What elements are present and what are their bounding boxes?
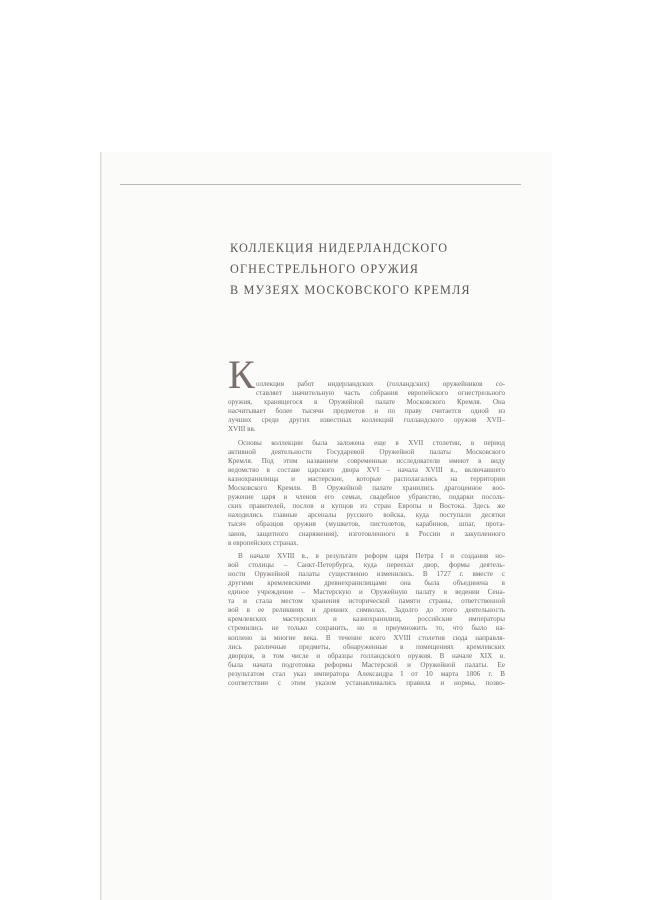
body-text (228, 380, 505, 692)
text-line: та и стала местом хранения исторической памяти страны, ответственной (228, 597, 505, 606)
text-line: лучших среди других известных коллекций голландского оружия XVII– (228, 416, 505, 425)
text-line: ставляет значительную часть собрания европейского огнестрельного (256, 389, 505, 398)
text-line: кремлевских мастерских и казнохранилищ, российские императоры (228, 615, 505, 624)
text-line: была начата подготовка реформы Мастерской и Оружейной палаты. Ее (228, 660, 505, 669)
text-line: другими кремлевскими древнехранилищами она была объединена в (228, 578, 505, 587)
text-line: ности Оружейной палаты существенно изменились. В 1727 г. вместе с (228, 569, 505, 578)
text-line: занов, защитного снаряжения), изготовленного в России и закупленного (228, 529, 505, 538)
text-line: результатом стал указ императора Александра I от 10 марта 1806 г. В (228, 669, 505, 678)
text-line: Основы коллекции была заложена еще в XVII столетии, в период (238, 438, 505, 447)
text-line: ских правителей, послов и купцов из стран Европы и Востока. Здесь же (228, 502, 505, 511)
chapter-title-line-3: В МУЗЕЯХ МОСКОВСКОГО КРЕМЛЯ (230, 283, 471, 297)
text-line: в европейских странах. (228, 538, 299, 547)
text-line: оллекция работ нидерландских (голландских) оружейников со- (256, 380, 505, 388)
text-line: активной деятельности Государевой Оружейной палаты Московского (228, 447, 505, 456)
paragraph-2 (228, 439, 505, 548)
text-line: В начале XVIII в., в результате реформ царя Петра I и создания но- (238, 551, 505, 560)
chapter-title-line-1: КОЛЛЕКЦИЯ НИДЕРЛАНДСКОГО (230, 241, 449, 255)
drop-cap-letter: К (228, 352, 255, 397)
text-line: соответствии с этим указом устанавливались правила и нормы, позво- (228, 679, 505, 687)
text-line: оружия, хранящегося в Оружейной палате Московского Кремля. Она (228, 398, 505, 407)
chapter-title (230, 238, 530, 301)
text-line: вой столицы – Санкт-Петербурга, куда переехал двор, формы деятель- (228, 560, 505, 569)
text-line: вой в ее реликвиях и древних символах. Задолго до этого деятельность (228, 606, 505, 615)
book-page (100, 152, 552, 900)
text-line: тысяч образцов оружия (мушкетов, пистолетов, карабинов, шпаг, прота- (228, 520, 505, 529)
header-rule (120, 184, 521, 185)
page-edge-shadow (100, 152, 102, 900)
chapter-title-line-2: ОГНЕСТРЕЛЬНОГО ОРУЖИЯ (230, 262, 420, 276)
text-line: насчитывает более тысячи предметов и по праву считается одной из (228, 407, 505, 416)
text-line: единое учреждение – Мастерскую и Оружейную палату в ведении Сена- (228, 588, 505, 597)
text-line: XVIII вв. (228, 425, 256, 434)
text-line: ведомство в составе царского двора XVI – начала XVIII в., включавшего (228, 465, 505, 474)
text-line: ружение царя и членов его семьи, свадебное убранство, подарки посоль- (228, 493, 505, 502)
text-line: Кремля. Под этим названием современные исследователи имеют в виду (228, 456, 505, 465)
text-line: стремились не только сохранить, но и приумножить то, что было на- (228, 624, 505, 633)
text-line: находились главные арсеналы русского войска, куда поступали десятки (228, 511, 505, 520)
paragraph-3 (228, 552, 505, 688)
text-line: коплено за многие века. В течение всего XVIII столетия сюда направля- (228, 633, 505, 642)
text-line: Московского Кремля. В Оружейной палате хранились драгоценное воо- (228, 484, 505, 493)
text-line: дворцов, в том числе и образцы голландского оружия. В начале XIX в. (228, 651, 505, 660)
text-line: казнохранилища и мастерские, которые располагались на территории (228, 474, 505, 483)
paragraph-1 (228, 380, 505, 435)
text-line: лись различные предметы, обнаруженные в помещениях кремлевских (228, 642, 505, 651)
